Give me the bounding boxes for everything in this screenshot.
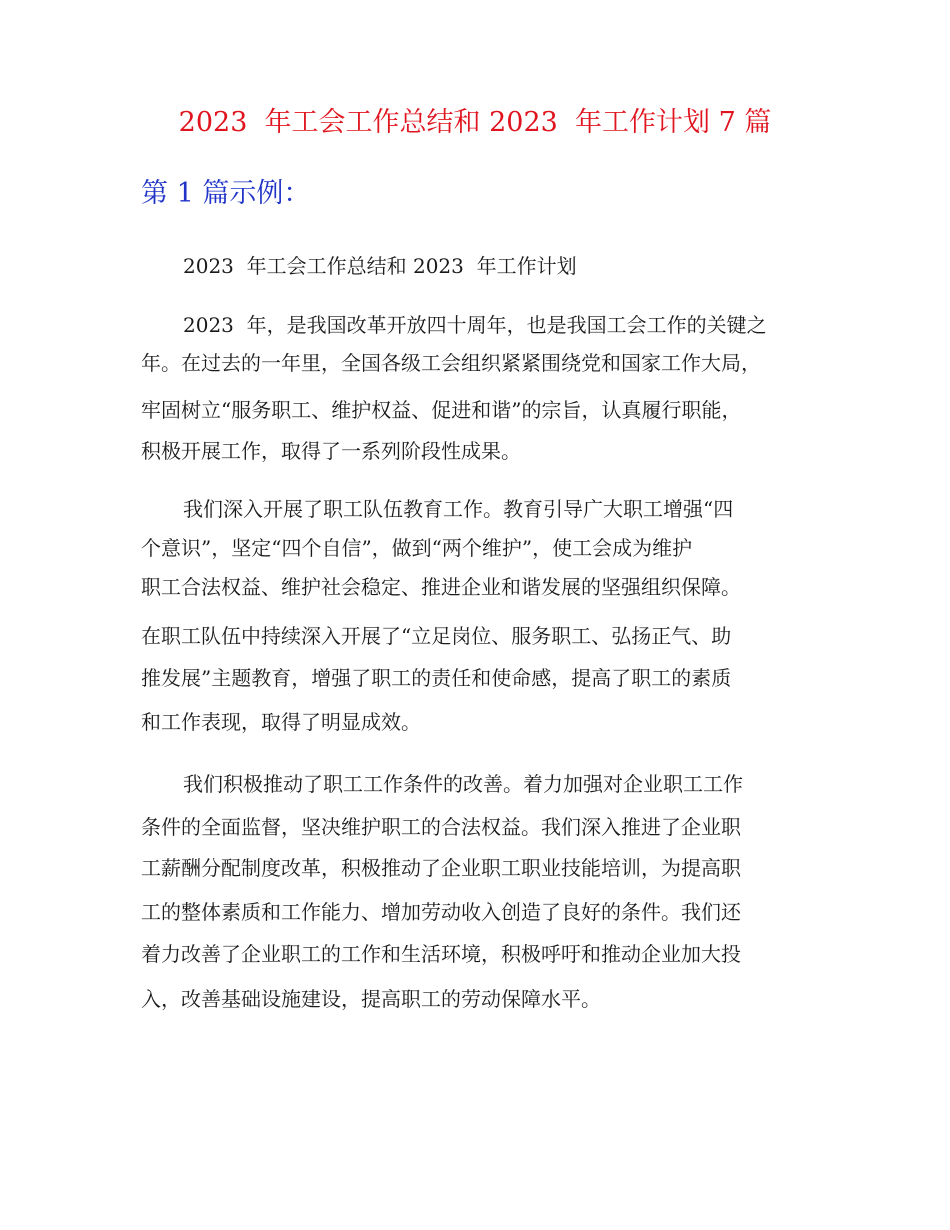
paragraph-3-line-4: 工的整体素质和工作能力、增加劳动收入创造了良好的条件。我们还 — [141, 900, 741, 924]
paragraph-3-line-5: 着力改善了企业职工的工作和生活环境，积极呼吁和推动企业加大投 — [141, 942, 741, 966]
paragraph-2-line-3: 职工合法权益、维护社会稳定、推进企业和谐发展的坚强组织保障。 — [141, 575, 741, 599]
paragraph-1-line-4: 积极开展工作，取得了一系列阶段性成果。 — [141, 439, 521, 463]
paragraph-1-line-1: 2023 年，是我国改革开放四十周年，也是我国工会工作的关键之 — [183, 313, 767, 337]
document-title: 2023 年工会工作总结和 2023 年工作计划 7 篇 — [178, 107, 772, 138]
paragraph-3-line-3: 工薪酬分配制度改革，积极推动了企业职工职业技能培训，为提高职 — [141, 856, 741, 880]
paragraph-3-line-6: 入，改善基础设施建设，提高职工的劳动保障水平。 — [141, 987, 601, 1011]
paragraph-2-line-2: 个意识”，坚定“四个自信”，做到“两个维护”，使工会成为维护 — [141, 536, 693, 560]
document-subtitle: 2023 年工会工作总结和 2023 年工作计划 — [183, 254, 577, 278]
paragraph-2-line-1: 我们深入开展了职工队伍教育工作。教育引导广大职工增强“四 — [183, 497, 734, 521]
section-heading: 第 1 篇示例： — [141, 178, 311, 209]
paragraph-1-line-2: 年。在过去的一年里，全国各级工会组织紧紧围绕党和国家工作大局， — [141, 351, 761, 375]
paragraph-3-line-2: 条件的全面监督，坚决维护职工的合法权益。我们深入推进了企业职 — [141, 815, 741, 839]
paragraph-1-line-3: 牢固树立“服务职工、维护权益、促进和谐”的宗旨，认真履行职能， — [141, 398, 742, 422]
paragraph-2-line-4: 在职工队伍中持续深入开展了“立足岗位、服务职工、弘扬正气、助 — [141, 624, 732, 648]
paragraph-2-line-6: 和工作表现，取得了明显成效。 — [141, 710, 421, 734]
paragraph-3-line-1: 我们积极推动了职工工作条件的改善。着力加强对企业职工工作 — [183, 772, 743, 796]
paragraph-2-line-5: 推发展”主题教育，增强了职工的责任和使命感，提高了职工的素质 — [141, 666, 732, 690]
